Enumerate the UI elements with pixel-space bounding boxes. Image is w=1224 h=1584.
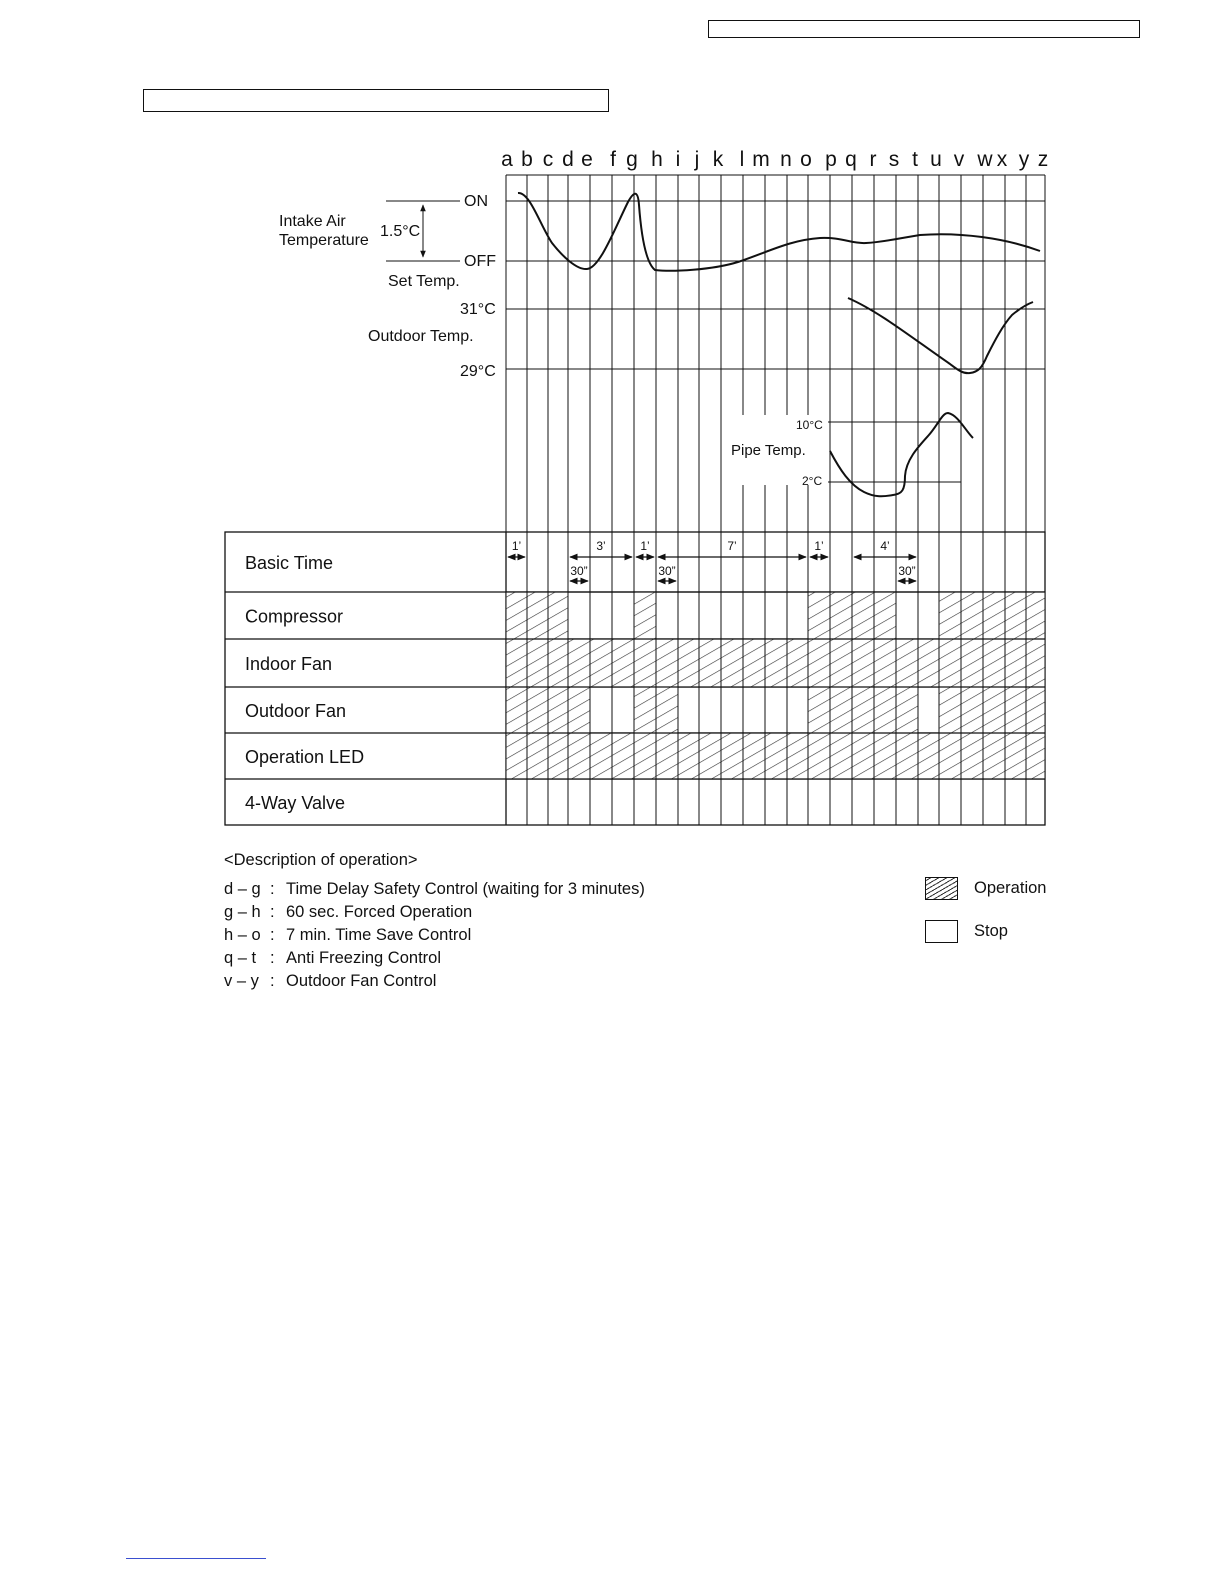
differential-label: 1.5°C <box>380 223 421 240</box>
column-letter-k: k <box>712 148 724 171</box>
pipe-temp-label: Pipe Temp. <box>731 442 806 459</box>
column-letter-j: j <box>694 148 700 171</box>
intake-air-curve <box>518 193 1040 271</box>
description-item: h – o : 7 min. Time Save Control <box>224 926 472 944</box>
pipe-high-label: 10°C <box>796 418 823 432</box>
column-letter-y: y <box>1018 148 1030 171</box>
outdoor-high-label: 31°C <box>460 301 496 318</box>
description-item: g – h : 60 sec. Forced Operation <box>224 903 473 921</box>
basic-time-annotations <box>508 539 916 581</box>
column-letter-u: u <box>930 148 942 171</box>
duration-label: 1’ <box>511 539 522 553</box>
description-item: q – t : Anti Freezing Control <box>224 949 441 967</box>
column-letter-c: c <box>542 148 554 171</box>
row-label: Basic Time <box>245 553 334 573</box>
duration-label: 1’ <box>814 539 824 553</box>
row-label: Indoor Fan <box>245 654 333 674</box>
outdoor-low-label: 29°C <box>460 363 496 380</box>
column-letter-v: v <box>953 148 965 171</box>
operation-segment <box>506 639 1045 687</box>
column-letter-o: o <box>800 148 812 171</box>
column-letter-t: t <box>912 148 918 171</box>
column-letter-z: z <box>1037 148 1049 171</box>
pipe-temp-lines <box>828 422 961 482</box>
column-letters <box>501 148 1048 171</box>
column-letter-q: q <box>845 148 857 171</box>
legend-stop: Stop <box>925 919 1046 943</box>
operation-segment <box>506 592 568 639</box>
row-label: Outdoor Fan <box>245 701 347 721</box>
legend <box>925 876 1046 962</box>
off-label: OFF <box>464 253 496 270</box>
operation-segment <box>808 687 918 733</box>
hatched-swatch <box>925 877 958 900</box>
row-label: Operation LED <box>245 747 365 767</box>
column-letter-w: w <box>977 148 993 171</box>
legend-operation: Operation <box>925 876 1046 900</box>
description-item: v – y : Outdoor Fan Control <box>224 972 437 990</box>
duration-label: 1’ <box>640 539 650 553</box>
pipe-temp-curve <box>830 413 973 496</box>
outdoor-temp-label: Outdoor Temp. <box>368 328 474 345</box>
column-letter-n: n <box>780 148 792 171</box>
column-letter-x: x <box>996 148 1008 171</box>
duration-label: 7’ <box>727 539 737 553</box>
footer-link-underline <box>126 1558 266 1559</box>
column-letter-g: g <box>626 148 638 171</box>
description-title: <Description of operation> <box>224 851 418 869</box>
column-letter-i: i <box>675 148 681 171</box>
column-letter-e: e <box>581 148 593 171</box>
column-letter-m: m <box>752 148 770 171</box>
column-letter-d: d <box>562 148 574 171</box>
column-letter-l: l <box>739 148 745 171</box>
delay-label: 30” <box>570 564 588 578</box>
pipe-low-label: 2°C <box>802 474 823 488</box>
duration-label: 4’ <box>880 539 890 553</box>
operation-segment <box>939 687 1045 733</box>
column-letter-h: h <box>651 148 663 171</box>
column-letter-s: s <box>888 148 900 171</box>
delay-label: 30” <box>898 564 916 578</box>
intake-air-label-2: Temperature <box>279 232 369 249</box>
column-letter-r: r <box>869 148 877 171</box>
operation-segment <box>506 733 1045 779</box>
on-label: ON <box>464 193 488 210</box>
blank-swatch <box>925 920 958 943</box>
operation-description <box>224 849 645 993</box>
delay-label: 30” <box>658 564 676 578</box>
row-label: 4-Way Valve <box>245 793 346 813</box>
set-temp-label: Set Temp. <box>388 273 460 290</box>
description-item: d – g : Time Delay Safety Control (waiting for 3 minutes) <box>224 880 645 898</box>
intake-air-label-1: Intake Air <box>279 213 346 230</box>
column-letter-b: b <box>521 148 533 171</box>
column-letter-p: p <box>825 148 837 171</box>
column-letter-a: a <box>501 148 513 171</box>
operation-segment <box>634 592 656 639</box>
operation-segment <box>939 592 1045 639</box>
duration-label: 3’ <box>596 539 606 553</box>
operation-fills <box>506 592 1045 825</box>
column-letter-f: f <box>610 148 616 171</box>
row-label: Compressor <box>245 606 344 627</box>
